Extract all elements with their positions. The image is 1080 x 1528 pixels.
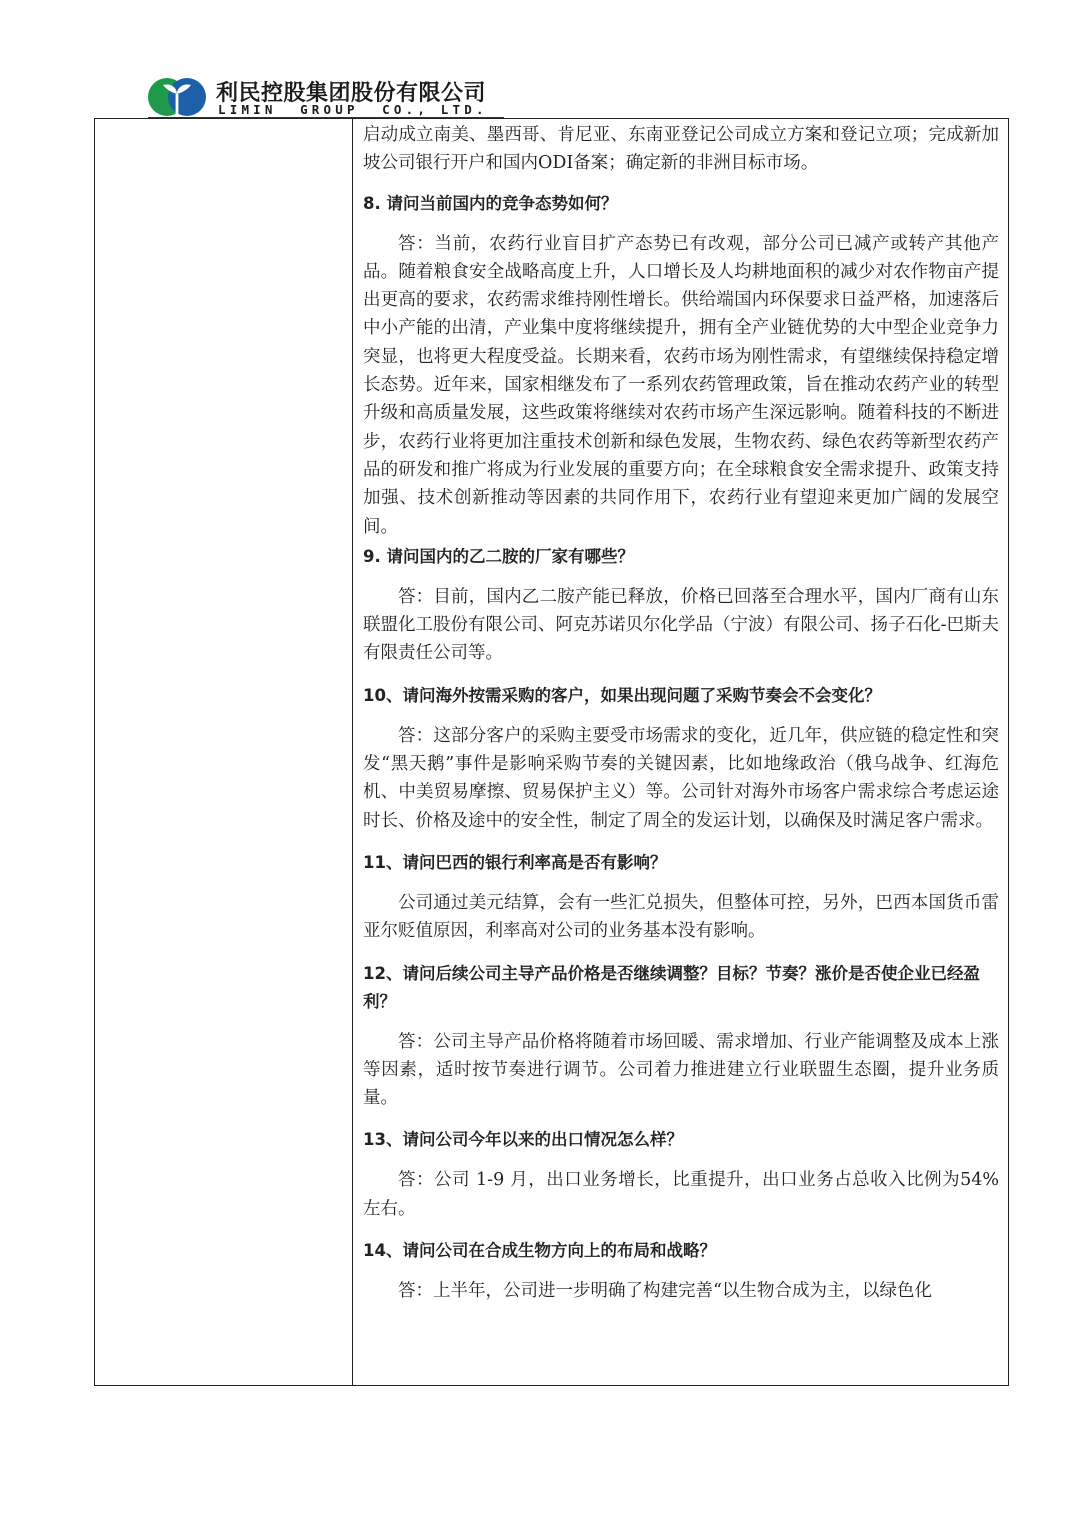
answer-10: 答：这部分客户的采购主要受市场需求的变化，近几年，供应链的稳定性和突发“黑天鹅”事件是影响采购节奏的关键因素，比如地缘政治（俄乌战争、红海危机、中美贸易摩擦、贸易保护主义）等。公司针对海外市场客户需求综合考虑运途时长、价格及途中的安全性，制定了周全的发运计划，以确保及时满足客户需求。 <box>363 725 999 831</box>
question-10: 10、请问海外按需采购的客户，如果出现问题了采购节奏会不会变化？ <box>363 685 881 705</box>
record-table <box>94 118 1009 1386</box>
answer-14: 答：上半年，公司进一步明确了构建完善“以生物合成为主，以绿色化 <box>398 1281 932 1302</box>
continuation-paragraph: 启动成立南美、墨西哥、肯尼亚、东南亚登记公司成立方案和登记立项；完成新加坡公司银行开户和国内ODI备案；确定新的非洲目标市场。 <box>363 125 999 174</box>
company-header <box>146 74 506 120</box>
answer-8: 答：当前，农药行业盲目扩产态势已有改观，部分公司已减产或转产其他产品。随着粮食安全战略高度上升，人口增长及人均耕地面积的减少对农作物亩产提出更高的要求，农药需求维持刚性增长。供给端国内环保要求日益严格，加速落后中小产能的出清，产业集中度将继续提升，拥有全产业链优势的大中型企业竞争力突显，也将更大程度受益。长期来看，农药市场为刚性需求，有望继续保持稳定增长态势。近年来，国家相继发布了一系列农药管理政策，旨在推动农药产业的转型升级和高质量发展，这些政策将继续对农药市场产生深远影响。随着科技的不断进步，农药行业将更加注重技术创新和绿色发展，生物农药、绿色农药等新型农药产品的研发和推广将成为行业发展的重要方向；在全球粮食安全需求提升、政策支持加强、技术创新推动等因素的共同作用下，农药行业有望迎来更加广阔的发展空间。 <box>363 233 999 537</box>
question-9: 9. 请问国内的乙二胺的厂家有哪些？ <box>363 546 634 566</box>
question-8: 8. 请问当前国内的竞争态势如何？ <box>363 193 618 213</box>
company-name-cn: 利民控股集团股份有限公司 <box>216 81 487 106</box>
company-logo-icon <box>146 74 208 118</box>
qa-content <box>363 119 999 1305</box>
question-11: 11、请问巴西的银行利率高是否有影响？ <box>363 852 667 872</box>
table-content-column <box>353 119 1008 1385</box>
company-name-en: LIMIN GROUP CO., LTD. <box>218 102 488 117</box>
answer-11: 公司通过美元结算，会有一些汇兑损失，但整体可控，另外，巴西本国货币雷亚尔贬值原因，利率高对公司的业务基本没有影响。 <box>363 892 999 942</box>
question-13: 13、请问公司今年以来的出口情况怎么样？ <box>363 1130 683 1150</box>
question-14: 14、请问公司在合成生物方向上的布局和战略？ <box>363 1241 716 1261</box>
table-label-column <box>95 119 353 1385</box>
question-12: 12、请问后续公司主导产品价格是否继续调整？目标？节奏？涨价是否使企业已经盈利？ <box>363 963 980 1011</box>
answer-13: 答：公司 1-9 月，出口业务增长，比重提升，出口业务占总收入比例为54%左右。 <box>363 1170 999 1219</box>
answer-12: 答：公司主导产品价格将随着市场回暖、需求增加、行业产能调整及成本上涨等因素，适时按节奏进行调节。公司着力推进建立行业联盟生态圈，提升业务质量。 <box>363 1031 999 1109</box>
answer-9: 答：目前，国内乙二胺产能已释放，价格已回落至合理水平，国内厂商有山东联盟化工股份有限公司、阿克苏诺贝尔化学品（宁波）有限公司、扬子石化-巴斯夫有限责任公司等。 <box>363 586 999 664</box>
